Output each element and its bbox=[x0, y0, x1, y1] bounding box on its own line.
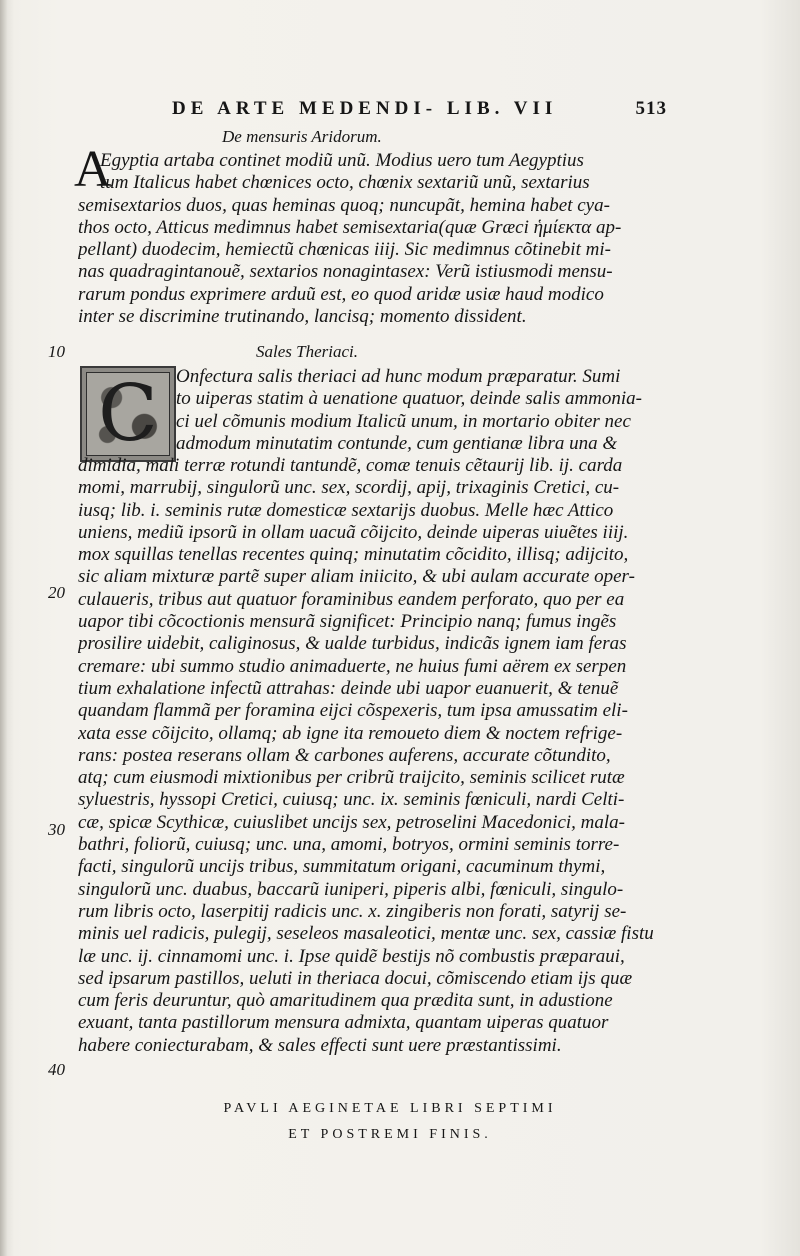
section-title-mensuris: De mensuris Aridorum. bbox=[222, 127, 382, 146]
text-line: sed ipsarum pastillos, ueluti in theriaca docui, cõmiscendo etiam ijs quæ bbox=[78, 967, 633, 989]
text-line: quandam flammã per foramina eijci cõspexeris, tum ipsa amussatim eli- bbox=[78, 700, 628, 722]
text-line: singulorũ unc. duabus, baccarũ iuniperi, piperis albi, fœniculi, singulo- bbox=[78, 878, 624, 900]
section-sales-text bbox=[78, 455, 678, 1057]
text-line: exuant, tanta pastillorum mensura admixta, quantam uiperas quatuor bbox=[78, 1012, 609, 1034]
text-line: culaueris, tribus aut quatuor foraminibus eandem perforato, quo per ea bbox=[78, 588, 625, 610]
colophon-line-1: PAVLI AEGINETAE LIBRI SEPTIMI bbox=[223, 1101, 557, 1116]
text-line: bathri, foliorũ, cuiusq; unc. una, amomi, botryos, ormini seminis torre- bbox=[78, 834, 620, 856]
line-number-20: 20 bbox=[48, 583, 65, 602]
section-sales-indented-text bbox=[176, 366, 678, 455]
text-line: inter se discrimine trutinando, lancisq; momento dissident. bbox=[78, 306, 527, 328]
text-line: to uiperas statim à uenatione quatuor, deinde salis ammonia- bbox=[176, 388, 643, 410]
text-line: ci uel cõmunis modium Italicũ unum, in mortario obiter nec bbox=[176, 410, 631, 432]
section-mensuris-text bbox=[78, 150, 678, 328]
text-line: Egyptia artaba continet modiũ unũ. Modius uero tum Aegyptius bbox=[100, 150, 584, 171]
drop-cap-c: C bbox=[98, 369, 158, 459]
text-line: sic aliam mixturæ partẽ super aliam iniicito, & ubi aulam accurate oper- bbox=[78, 566, 635, 588]
text-line: rarum pondus exprimere arduũ est, eo quod aridæ usiæ haud modico bbox=[78, 283, 604, 305]
text-line: Onfectura salis theriaci ad hunc modum præparatur. Sumi bbox=[176, 366, 621, 387]
text-line: tum Italicus habet chœnices octo, chœnix sextariũ unũ, sextarius bbox=[100, 172, 590, 194]
text-line: thos octo, Atticus medimnus habet semisextaria(quæ Græci ἡμίεκτα ap- bbox=[78, 216, 622, 238]
text-line: facti, singulorũ uncijs tribus, summitatum origani, cacuminum thymi, bbox=[78, 856, 606, 878]
text-line: uniens, mediũ ipsorũ in ollam uacuã cõijcito, deinde uiperas uiuẽtes iiij. bbox=[78, 521, 629, 543]
text-line: tium exhalatione infectũ attrahas: deinde ubi uapor euanuerit, & tenuẽ bbox=[78, 677, 619, 699]
text-line: cremare: ubi summo studio animaduerte, ne huius fumi aërem ex serpen bbox=[78, 655, 627, 677]
text-line: prosilire uidebit, caliginosus, & ualde turbidus, indicãs ignem iam feras bbox=[78, 633, 627, 655]
page-number: 513 bbox=[635, 98, 667, 119]
text-line: admodum minutatim contunde, cum gentianæ libra una & bbox=[176, 432, 618, 454]
line-number-40: 40 bbox=[48, 1060, 65, 1079]
text-line: momi, marrubij, singulorũ unc. sex, scordij, apij, trixaginis Cretici, cu- bbox=[78, 477, 620, 499]
text-line: semisextarios duos, quas heminas quoq; nuncupãt, hemina habet cya- bbox=[78, 194, 610, 216]
text-line: cum feris deuruntur, quò amaritudinem qua prædita sunt, in adustione bbox=[78, 990, 613, 1012]
line-number-10: 10 bbox=[48, 342, 65, 361]
colophon bbox=[170, 1096, 610, 1148]
text-line: rum libris octo, laserpitij radicis unc. x. zingiberis non forati, satyrij se- bbox=[78, 900, 627, 922]
text-line: uapor tibi cõcoctionis mensurã significet: Principio nanq; fumus ingẽs bbox=[78, 611, 617, 633]
text-line: pellant) duodecim, hemiectũ chœnicas iiij. Sic medimnus cõtinebit mi- bbox=[78, 239, 611, 261]
text-line: cæ, spicæ Scythicæ, cuiuslibet uncijs sex, petroselini Macedonici, mala- bbox=[78, 811, 626, 833]
text-line: iusq; lib. i. seminis rutæ domesticæ sextarijs duobus. Melle hæc Attico bbox=[78, 499, 614, 521]
running-head bbox=[172, 98, 667, 120]
drop-cap-a: A bbox=[74, 141, 112, 198]
colophon-line-2: ET POSTREMI FINIS. bbox=[288, 1127, 492, 1142]
text-line: nas quadragintanouẽ, sextarios nonagintasex: Verũ istiusmodi mensu- bbox=[78, 261, 613, 283]
text-line: habere coniecturabam, & sales effecti sunt uere præstantissimi. bbox=[78, 1034, 562, 1056]
text-line: dimidia, mali terræ rotundi tantundẽ, comæ tenuis cẽtaurij lib. ij. carda bbox=[78, 455, 623, 476]
text-line: læ unc. ij. cinnamomi unc. i. Ipse quidẽ bestijs nõ combustis præparaui, bbox=[78, 945, 625, 967]
text-line: minis uel radicis, pulegij, seseleos masaleotici, mentæ unc. sex, cassiæ fistu bbox=[78, 923, 654, 945]
text-line: xata esse cõijcito, ollamq; ab igne ita remoueto diem & noctem refrige- bbox=[78, 722, 623, 744]
line-number-30: 30 bbox=[48, 820, 65, 839]
section-title-sales: Sales Theriaci. bbox=[256, 342, 358, 361]
text-line: rans: postea reserans ollam & carbones auferens, accurate cõtundito, bbox=[78, 744, 611, 766]
drop-cap-ornament bbox=[80, 366, 176, 462]
text-line: syluestris, hyssopi Cretici, cuiusq; unc. ix. seminis fœniculi, nardi Celti- bbox=[78, 789, 625, 811]
binding-edge bbox=[0, 0, 8, 1256]
running-title: DE ARTE MEDENDI- LIB. VII bbox=[172, 98, 558, 119]
text-line: atq; cum eiusmodi mixtionibus per cribrũ traijcito, seminis scilicet rutæ bbox=[78, 767, 625, 789]
text-line: mox squillas tenellas recentes quinq; minutatim cõcidito, illisq; adijcito, bbox=[78, 544, 629, 566]
